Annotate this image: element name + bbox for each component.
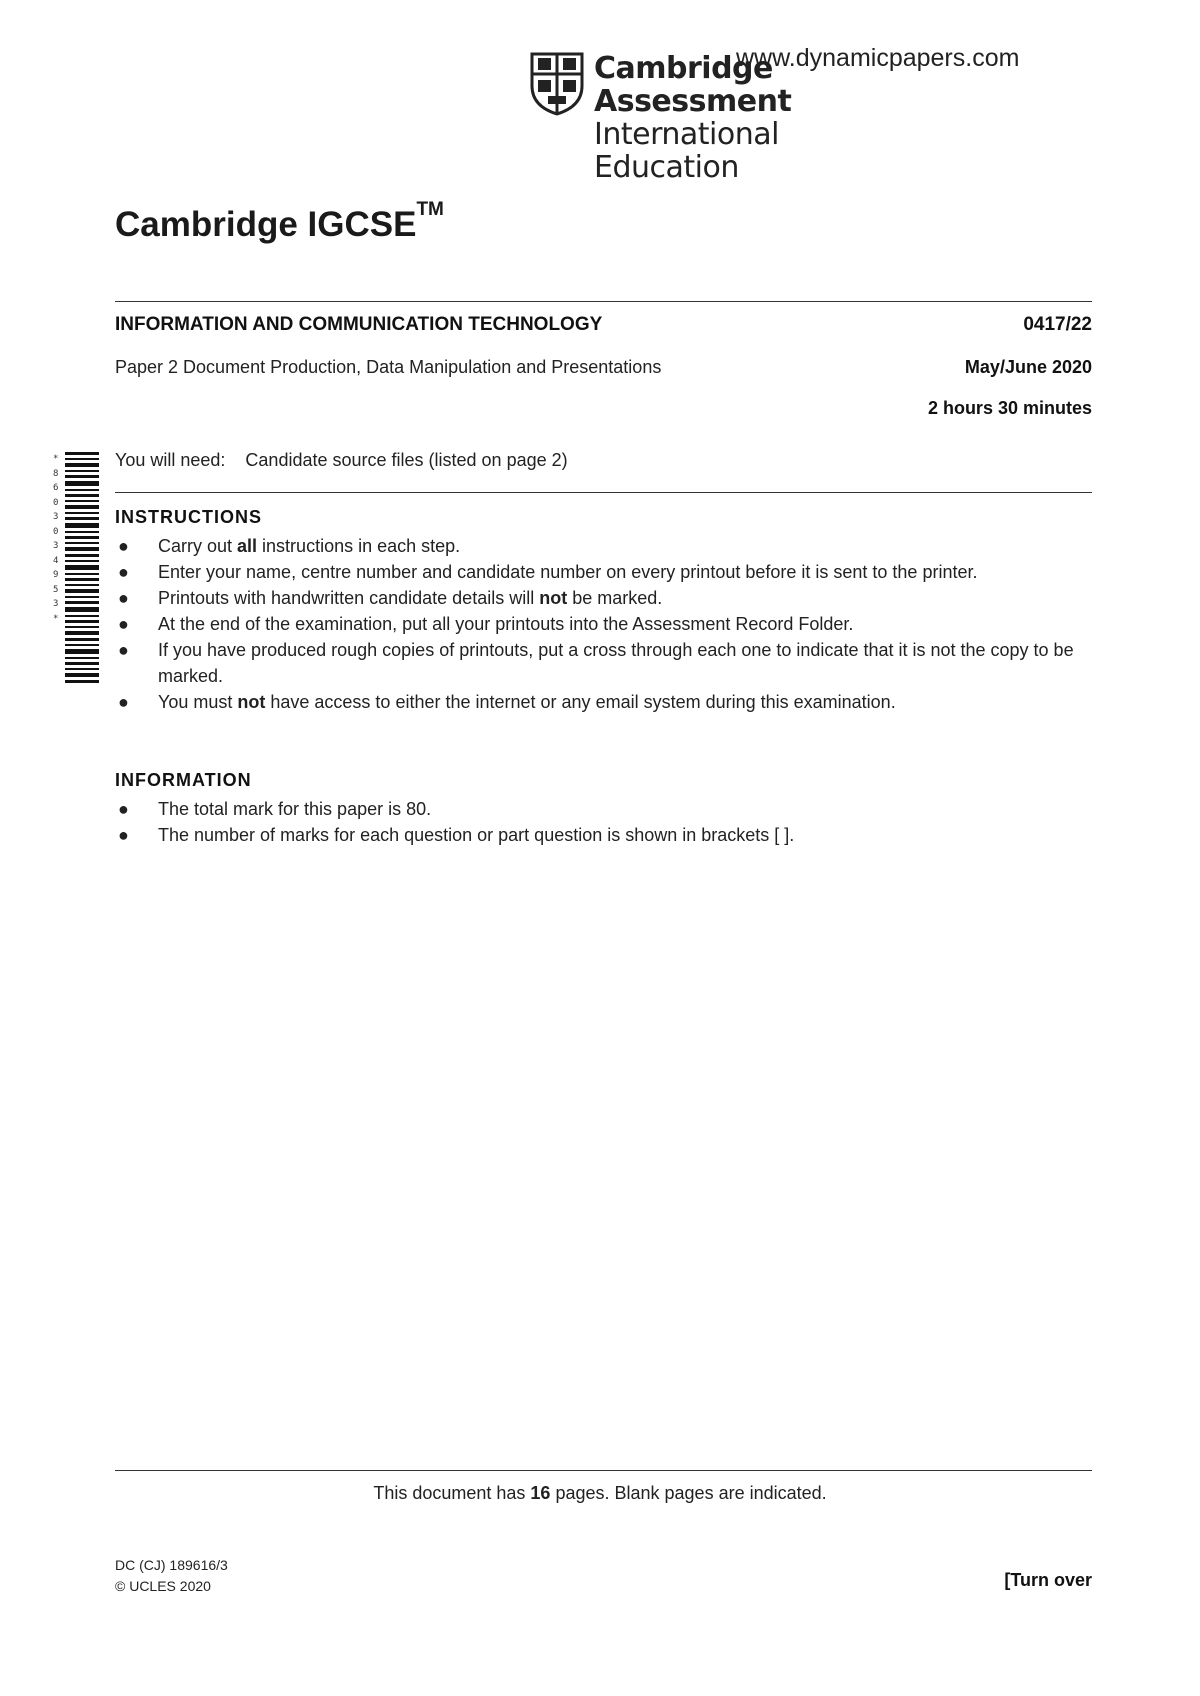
information-text: The number of marks for each question or part question is shown in brackets [ ]. (158, 825, 795, 845)
page-count-number: 16 (530, 1483, 551, 1503)
bullet-icon: ● (118, 562, 129, 582)
exam-session: May/June 2020 (964, 357, 1092, 377)
document-reference (115, 1555, 228, 1597)
organisation-line-1: Cambridge Assessment (594, 51, 792, 119)
page-count-text: This document has (373, 1483, 531, 1503)
list-item (115, 822, 1095, 848)
page-count-text-end: pages. Blank pages are indicated. (550, 1483, 827, 1503)
watermark-url: www.dynamicpapers.com (736, 44, 1020, 72)
bullet-icon: ● (118, 588, 129, 608)
information-heading: INFORMATION (115, 770, 252, 790)
reference-code: DC (CJ) 189616/3 (115, 1557, 228, 1573)
list-item (115, 796, 1095, 822)
paper-code: 0417/22 (1023, 314, 1092, 335)
requirements-line (115, 450, 568, 471)
instruction-text: Printouts with handwritten candidate details will (158, 588, 540, 608)
page-count-note (0, 1483, 1200, 1504)
qualification-title (115, 199, 444, 245)
information-list (115, 796, 1095, 848)
instruction-emphasis: all (237, 536, 258, 556)
candidate-barcode (53, 452, 99, 684)
bullet-icon: ● (118, 640, 129, 660)
barcode-digits: *8603034953* (53, 454, 59, 624)
information-text: The total mark for this paper is 80. (158, 799, 432, 819)
turn-over-label: [Turn over (1004, 1570, 1092, 1590)
list-item (115, 637, 1095, 689)
bullet-icon: ● (118, 692, 129, 712)
list-item (115, 689, 1095, 715)
barcode-bars (65, 452, 99, 684)
middle-divider (115, 492, 1092, 493)
copyright-notice: © UCLES 2020 (115, 1578, 211, 1594)
instruction-text: If you have produced rough copies of printouts, put a cross through each one to indicate that it is not the copy to be marked. (158, 640, 1074, 686)
footer-divider (115, 1470, 1092, 1471)
instruction-text-end: be marked. (567, 588, 663, 608)
organisation-line-2: International Education (594, 117, 779, 185)
list-item (115, 611, 1095, 637)
exam-duration: 2 hours 30 minutes (927, 398, 1092, 418)
qualification-title-text: Cambridge IGCSE (115, 205, 417, 244)
instruction-text: Carry out (158, 536, 238, 556)
instruction-text-end: have access to either the internet or any email system during this examination. (265, 692, 896, 712)
list-item (115, 585, 1095, 611)
top-divider (115, 301, 1092, 302)
trademark-symbol: TM (416, 199, 444, 220)
requirements-label: You will need: (115, 450, 226, 470)
instruction-text-end: instructions in each step. (257, 536, 461, 556)
bullet-icon: ● (118, 825, 129, 845)
instruction-emphasis: not (539, 588, 568, 608)
instruction-text: Enter your name, centre number and candidate number on every printout before it is sent to the printer. (158, 562, 978, 582)
bullet-icon: ● (118, 614, 129, 634)
list-item (115, 559, 1095, 585)
bullet-icon: ● (118, 799, 129, 819)
bullet-icon: ● (118, 536, 129, 556)
list-item (115, 533, 1095, 559)
paper-name: Paper 2 Document Production, Data Manipulation and Presentations (115, 357, 662, 377)
instruction-text: You must (158, 692, 238, 712)
instruction-emphasis: not (237, 692, 266, 712)
subject-title: INFORMATION AND COMMUNICATION TECHNOLOGY (115, 314, 603, 335)
cambridge-crest-icon (530, 52, 584, 116)
instructions-heading: INSTRUCTIONS (115, 507, 262, 527)
instructions-list (115, 533, 1095, 715)
requirements-value: Candidate source files (listed on page 2) (245, 450, 568, 470)
instruction-text: At the end of the examination, put all your printouts into the Assessment Record Folder. (158, 614, 854, 634)
